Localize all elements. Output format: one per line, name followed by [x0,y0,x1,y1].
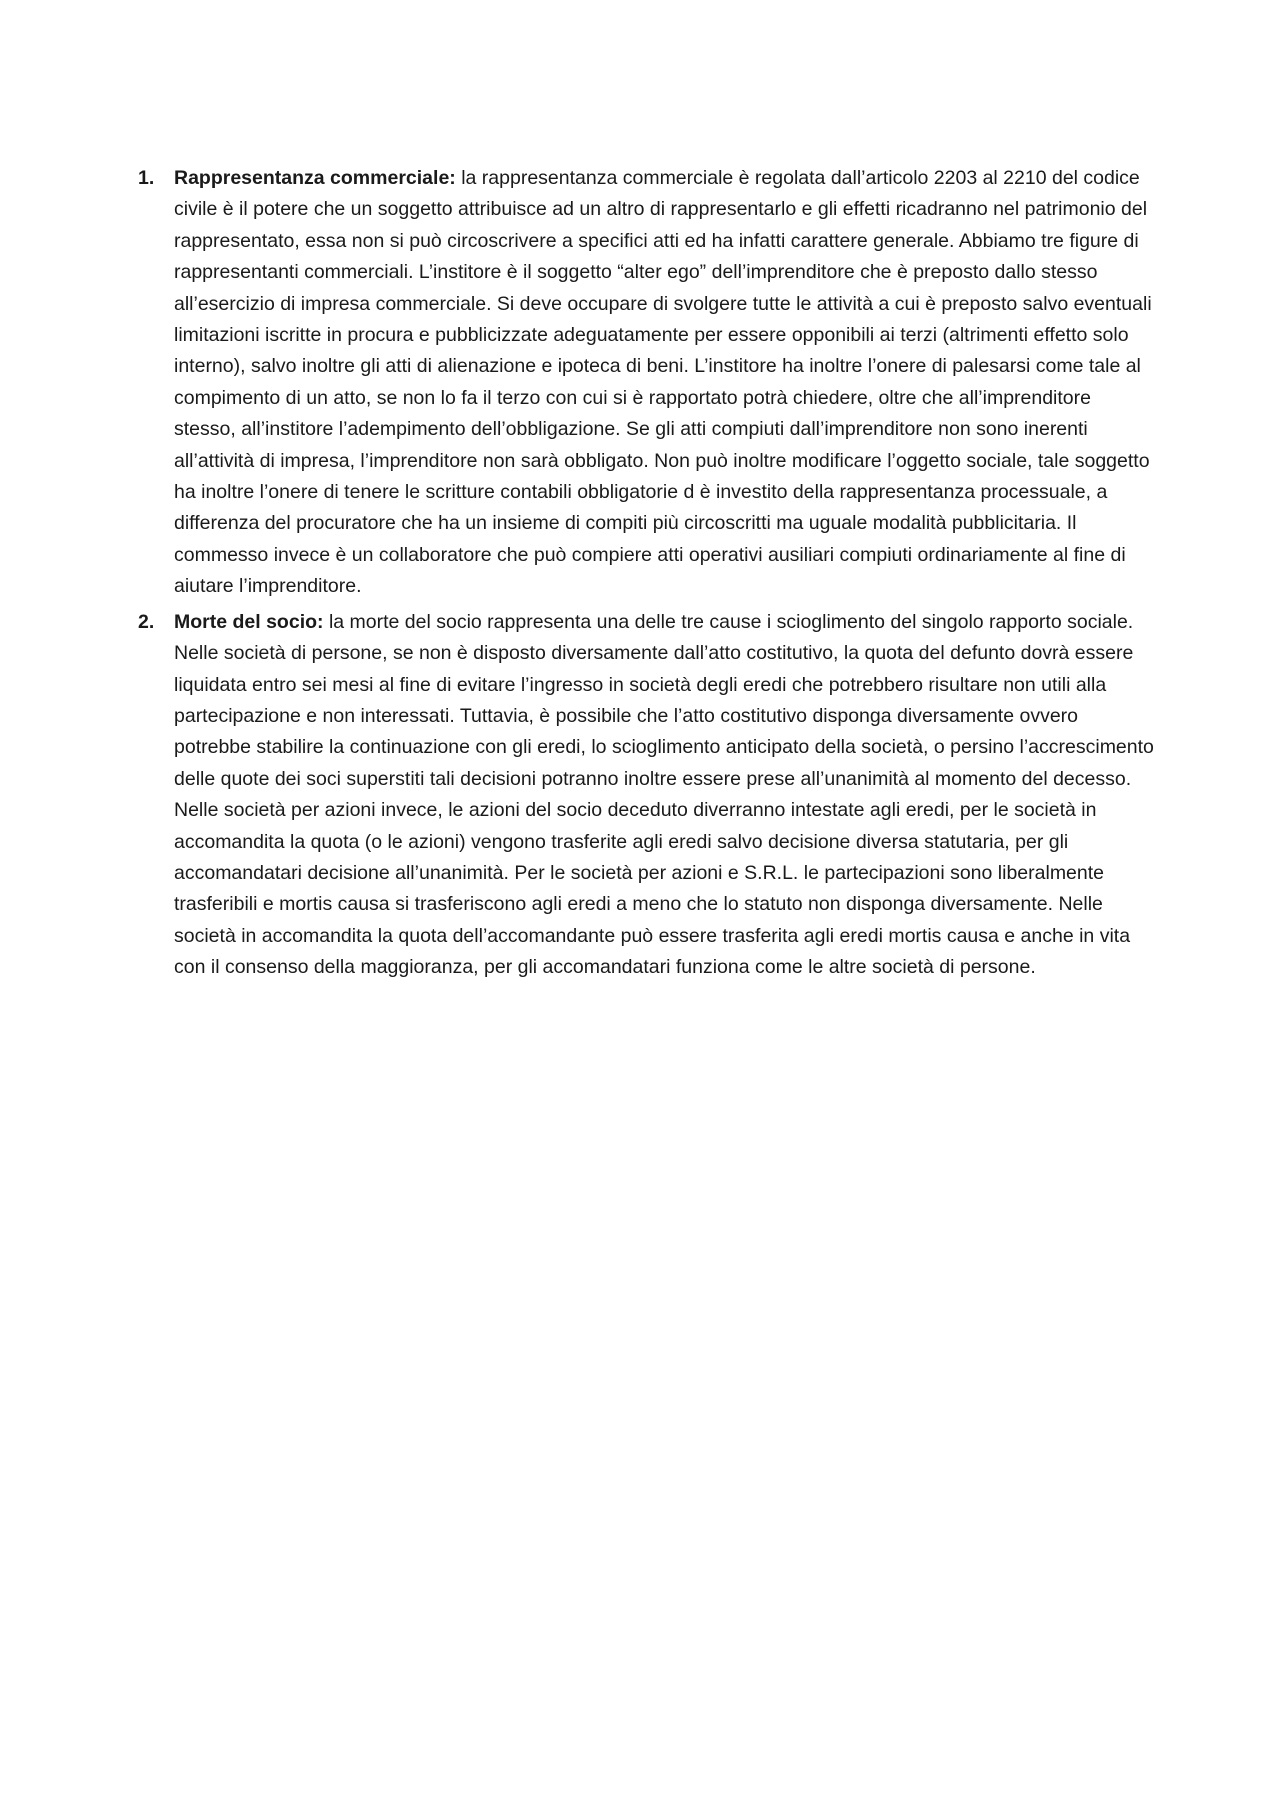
list-item-number: 2. [138,610,155,633]
list-item-heading: Morte del socio: [174,610,329,633]
list-item-body: la rappresentanza commerciale è regolata dall’articolo 2203 al 2210 del codice civile è il potere che un soggetto attribuisce ad un altro di rappresentarlo e gli effetti ricadranno nel patrimonio del rappresentato, essa non si può circoscrivere a specifici atti ed ha infatti carattere generale. Abbiamo tre figure di rappresentanti commerciali. L’institore è il soggetto “alter ego” dell’imprenditore che è preposto dallo stesso all’esercizio di impresa commerciale. Si deve occupare di svolgere tutte le attività a cui è preposto salvo eventuali limitazioni iscritte in procura e pubblicizzate adeguatamente per essere opponibili ai terzi (altrimenti effetto solo interno), salvo inoltre gli atti di alienazione e ipoteca di beni. L’institore ha inoltre l’onere di palesarsi come tale al compimento di un atto, se non lo fa il terzo con cui si è rapportato potrà chiedere, oltre che all’imprenditore stesso, all’institore l’adempimento dell’obbligazione. Se gli atti compiuti dall’imprenditore non sono inerenti all’attività di impresa, l’imprenditore non sarà obbligato. Non può inoltre modificare l’oggetto sociale, tale soggetto ha inoltre l’onere di tenere le scritture contabili obbligatorie d è investito della rappresentanza processuale, a differenza del procuratore che ha un insieme di compiti più circoscritti ma uguale modalità pubblicitaria. Il commesso invece è un collaboratore che può compiere atti operativi ausiliari compiuti ordinariamente al fine di aiutare l’imprenditore. [174,167,1152,598]
list-item-body: la morte del socio rappresenta una delle tre cause i scioglimento del singolo rapporto sociale. Nelle società di persone, se non è disposto diversamente dall’atto costitutivo, la quota del defunto dovrà essere liquidata entro sei mesi al fine di evitare l’ingresso in società degli eredi che potrebbero risultare non utili alla partecipazione e non interessati. Tuttavia, è possibile che l’atto costitutivo disponga diversamente ovvero potrebbe stabilire la continuazione con gli eredi, lo scioglimento anticipato della società, o persino l’accrescimento delle quote dei soci superstiti tali decisioni potranno inoltre essere prese all’unanimità al momento del decesso. Nelle società per azioni invece, le azioni del socio deceduto diverranno intestate agli eredi, per le società in accomandita la quota (o le azioni) vengono trasferite agli eredi salvo decisione diversa statutaria, per gli accomandatari decisione all’unanimità. Per le società per azioni e S.R.L. le partecipazioni sono liberalmente trasferibili e mortis causa si trasferiscono agli eredi a meno che lo statuto non disponga diversamente. Nelle società in accomandita la quota dell’accomandante può essere trasferita agli eredi mortis causa e anche in vita con il consenso della maggioranza, per gli accomandatari funziona come le altre società di persone. [174,610,1154,979]
list-item-heading: Rappresentanza commerciale: [174,167,462,189]
list-item-number: 1. [138,167,155,189]
numbered-list [126,163,1156,984]
list-item-morte-del-socio [126,607,1156,984]
list-item-rappresentanza-commerciale [126,163,1156,603]
